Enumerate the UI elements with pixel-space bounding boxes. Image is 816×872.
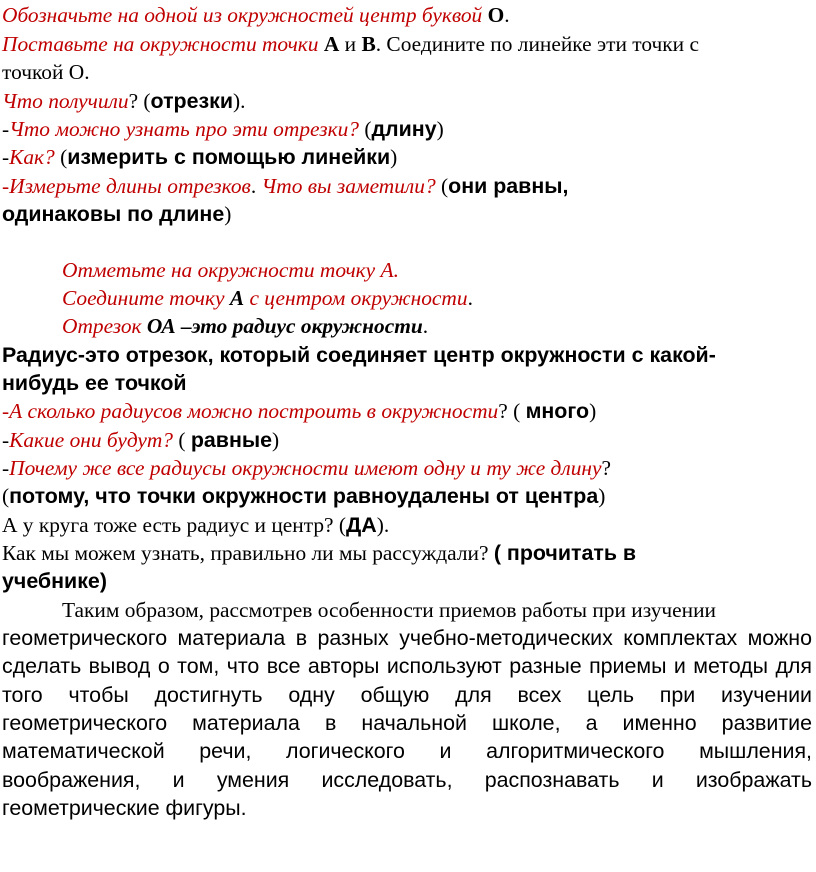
line-6: -Как? (измерить с помощью линейки): [2, 145, 398, 169]
line-3: точкой О.: [2, 60, 90, 84]
paragraph-line-5: геометрического материала в начальной школе, а именно развитие: [2, 711, 812, 735]
line-16: -Почему же все радиусы окружности имеют одну и ту же длину?: [2, 456, 611, 480]
paragraph-line-8: геометрические фигуры.: [2, 796, 247, 820]
line-10: Соедините точку А с центром окружности.: [62, 286, 473, 310]
line-5: -Что можно узнать про эти отрезки? (длину): [2, 117, 444, 141]
paragraph-line-3: сделать вывод о том, что все авторы используют разные приемы и методы для: [2, 654, 812, 678]
line-1: Обозначьте на одной из окружностей центр буквой О.: [2, 3, 510, 27]
paragraph-line-4: того чтобы достигнуть одну общую для всех цель при изучении: [2, 683, 812, 707]
line-18: А у круга тоже есть радиус и центр? (ДА).: [2, 513, 390, 537]
line-7: -Измерьте длины отрезков. Что вы заметили? (они равны,: [2, 174, 569, 198]
line-15: -Какие они будут? ( равные): [2, 428, 280, 452]
line-19: Как мы можем узнать, правильно ли мы рассуждали? ( прочитать в: [2, 541, 637, 565]
line-12: Радиус-это отрезок, который соединяет центр окружности с какой-: [2, 343, 716, 367]
line-13: нибудь ее точкой: [2, 371, 187, 395]
line-8: одинаковы по длине): [2, 202, 232, 226]
line-4: Что получили? (отрезки).: [2, 89, 246, 113]
line-9: Отметьте на окружности точку А.: [62, 258, 399, 282]
line-20: учебнике): [2, 569, 107, 593]
paragraph-line-6: математической речи, логического и алгоритмического мышления,: [2, 739, 812, 763]
paragraph-line-1: Таким образом, рассмотрев особенности приемов работы при изучении: [62, 598, 717, 622]
paragraph-line-7: воображения, и умения исследовать, распознавать и изображать: [2, 768, 812, 792]
line-2: Поставьте на окружности точки А и В. Соедините по линейке эти точки с: [2, 32, 699, 56]
line-17: (потому, что точки окружности равноудалены от центра): [2, 484, 606, 508]
line-14: -А сколько радиусов можно построить в окружности? ( много): [2, 399, 597, 423]
paragraph-line-2: геометрического материала в разных учебно-методических комплектах можно: [2, 626, 812, 650]
line-11: Отрезок ОА –это радиус окружности.: [62, 314, 429, 338]
